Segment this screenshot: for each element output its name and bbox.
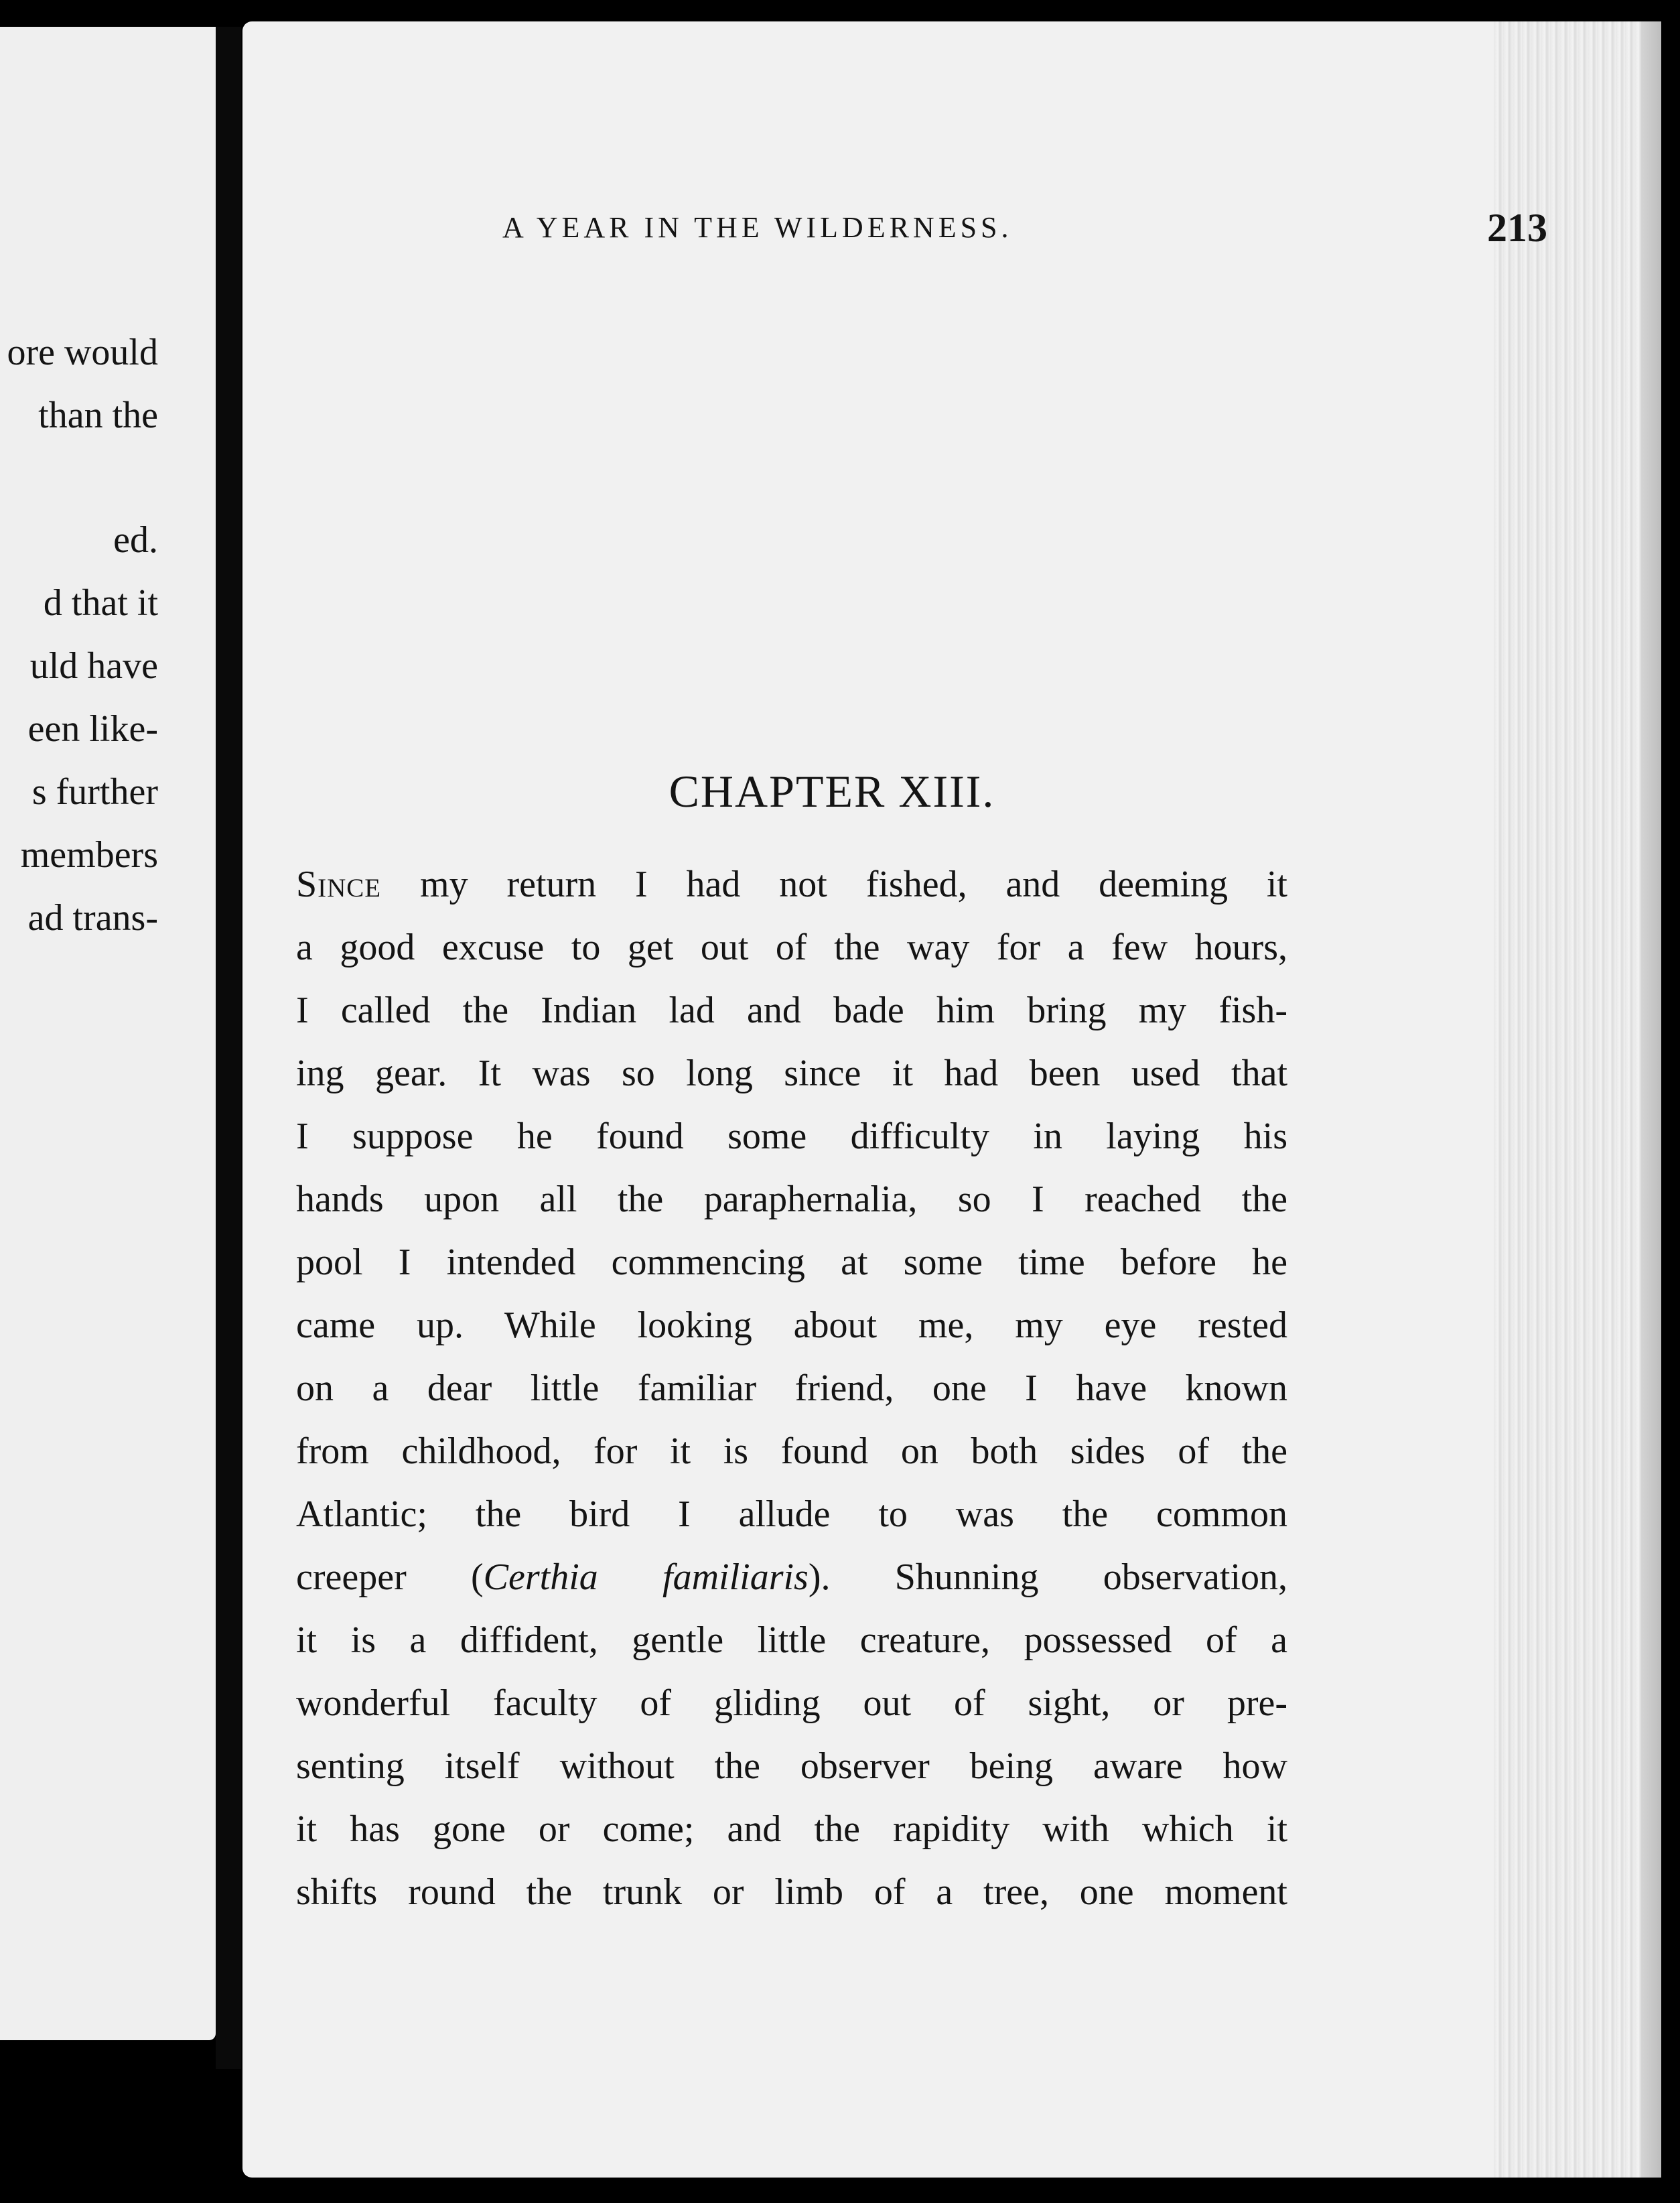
page-edge-shadow bbox=[1641, 21, 1661, 2178]
left-page-line: members bbox=[20, 834, 158, 876]
left-page-fragment bbox=[0, 27, 216, 2040]
text-line bbox=[296, 1558, 1287, 1596]
page-number: 213 bbox=[1487, 206, 1547, 250]
text-line: ing gear. It was so long since it had been used that bbox=[296, 1053, 1287, 1094]
text-line-content: my return I had not fished, and deeming it bbox=[381, 864, 1287, 905]
book-gutter bbox=[216, 27, 241, 2069]
text-line: from childhood, for it is found on both sides of the bbox=[296, 1430, 1287, 1472]
text-fragment: ). Shunning observation, bbox=[808, 1556, 1287, 1598]
lead-word: Since bbox=[296, 864, 382, 905]
text-fragment: creeper ( bbox=[296, 1556, 484, 1598]
chapter-title: CHAPTER XIII. bbox=[669, 766, 995, 817]
left-page-line: ore would bbox=[7, 332, 158, 373]
left-page-line: d that it bbox=[43, 582, 158, 624]
left-page-line: ed. bbox=[113, 519, 158, 561]
species-name: Certhia familiaris bbox=[483, 1556, 809, 1598]
text-line: on a dear little familiar friend, one I have known bbox=[296, 1367, 1287, 1409]
left-page-line: ad trans- bbox=[27, 897, 158, 939]
text-line: shifts round the trunk or limb of a tree, one moment bbox=[296, 1871, 1287, 1913]
text-line: it is a diffident, gentle little creature, possessed of a bbox=[296, 1619, 1287, 1661]
right-page bbox=[242, 21, 1661, 2178]
left-page-line: uld have bbox=[29, 645, 158, 687]
text-line: a good excuse to get out of the way for a few hours, bbox=[296, 927, 1287, 968]
running-title: A YEAR IN THE WILDERNESS. bbox=[502, 211, 1013, 244]
page-edges bbox=[1494, 21, 1661, 2178]
text-line: wonderful faculty of gliding out of sight, or pre- bbox=[296, 1682, 1287, 1724]
running-head bbox=[502, 190, 1547, 250]
text-line: I suppose he found some difficulty in laying his bbox=[296, 1116, 1287, 1157]
text-line: senting itself without the observer being aware how bbox=[296, 1745, 1287, 1787]
text-line: Atlantic; the bird I allude to was the common bbox=[296, 1493, 1287, 1535]
text-line: hands upon all the paraphernalia, so I reached the bbox=[296, 1179, 1287, 1220]
text-line: pool I intended commencing at some time before he bbox=[296, 1242, 1287, 1283]
left-page-line: s further bbox=[31, 771, 158, 813]
left-page-line: than the bbox=[38, 395, 158, 436]
text-line: I called the Indian lad and bade him bring my fish- bbox=[296, 990, 1287, 1031]
left-page-line: een like- bbox=[27, 708, 158, 750]
text-line bbox=[296, 866, 1287, 903]
text-line: came up. While looking about me, my eye rested bbox=[296, 1305, 1287, 1346]
text-line: it has gone or come; and the rapidity with which it bbox=[296, 1808, 1287, 1850]
